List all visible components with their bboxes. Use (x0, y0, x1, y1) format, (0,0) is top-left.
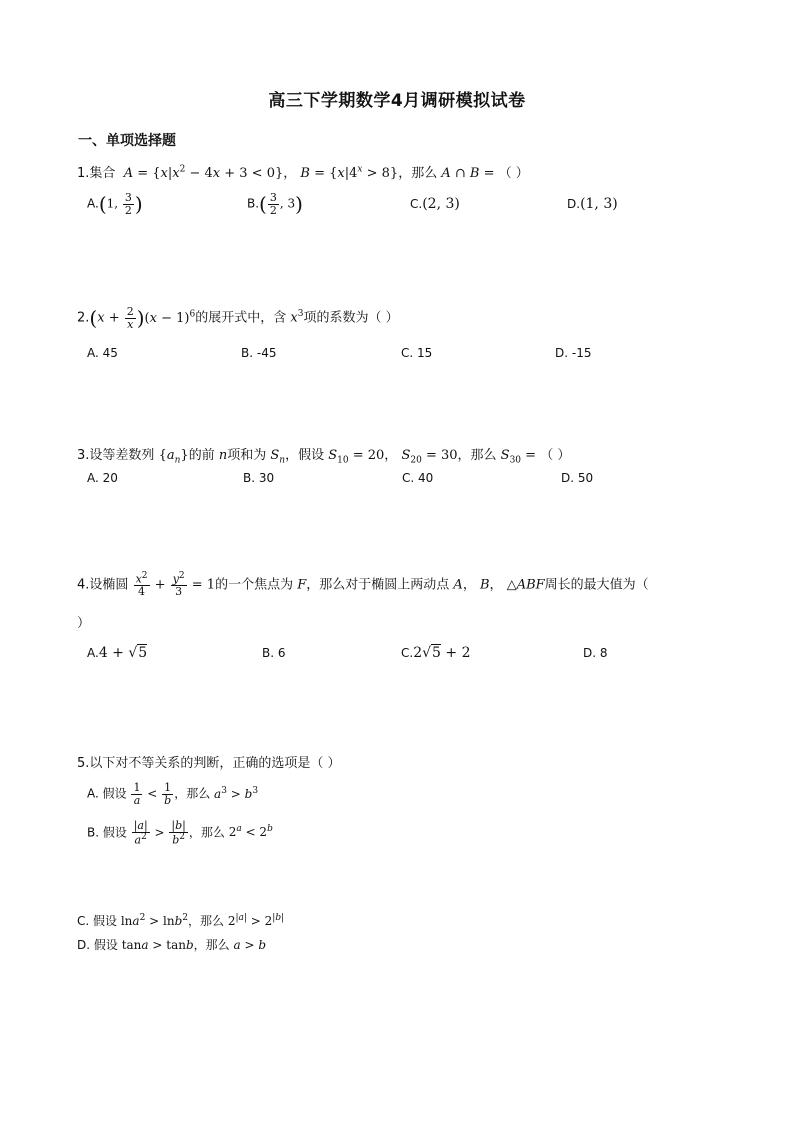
option-a[interactable]: A. 假设 $\frac{1}{a}$ < $\frac{1}{b}$ ，那么 $a^3 > b^3$ (87, 781, 259, 807)
option-d[interactable]: D. 假设 tana > tanb，那么 a > b (77, 938, 267, 952)
section-title: 一、单项选择题 (78, 133, 176, 149)
option-b[interactable]: B. 6 (262, 646, 286, 660)
question-number: 5. (77, 756, 90, 771)
question-number: 2. (77, 310, 90, 326)
formula: A ∩ B = (441, 166, 499, 181)
option-d[interactable]: D. 50 (561, 471, 594, 485)
option-c[interactable]: C.2√5 + 2 (401, 645, 471, 661)
option-a[interactable]: A.4 + √5 (87, 645, 148, 661)
option-b[interactable]: B. 30 (243, 471, 275, 485)
question-text: 设等差数列 (89, 448, 155, 463)
option-a[interactable]: A. 45 (87, 346, 118, 360)
question-text: 设椭圆 (89, 577, 129, 593)
option-d[interactable]: D. 8 (583, 646, 608, 660)
question-5 (77, 752, 341, 771)
question-text: 以下对不等关系的判断，正确的选项是（ ） (89, 756, 341, 771)
formula: A (119, 166, 134, 181)
question-3: 3.设等差数列 $\{a_n\}$的前 n项和为 $S_n$，假设 $S_{10} = 20$， $S_{20} = 30$，那么 $S_{30}$ = （ ） (77, 448, 571, 466)
question-4: 4.设椭圆 $\frac{x^2}{4}$ + $\frac{y^2}{3}$ = 1的一个焦点为 F，那么对于椭圆上两动点 A， B， △ABF周长的最大值为（ (77, 571, 649, 599)
option-c[interactable]: C. 假设 lna$^2$ > lnb$^2$，那么 $2^{|a|} > 2^{|b|}$ (77, 913, 285, 928)
question-4-wrap: ） (77, 616, 91, 631)
option-a[interactable]: A. 20 (87, 471, 118, 485)
formula: x (290, 310, 298, 326)
option-d[interactable]: D.(1, 3) (567, 196, 618, 212)
option-b[interactable]: B. -45 (241, 346, 277, 360)
question-number: 4. (77, 577, 90, 593)
option-b[interactable]: B.( $\frac{3}{2}$ , 3) (247, 191, 303, 217)
question-1: 1.集合 $A = \{x|x^2 - 4x + 3 < 0\}$， $B = \{x|4^x > 8\}$，那么 A ∩ B = （ ） (77, 164, 529, 181)
question-2: 2.(x + $\frac{2}{x}$ )$(x - 1)^6$的展开式中，含 $x^3$项的系数为（ ） (77, 305, 399, 331)
option-c[interactable]: C. 40 (402, 471, 434, 485)
option-c[interactable]: C. 15 (401, 346, 433, 360)
option-d[interactable]: D. -15 (555, 346, 592, 360)
option-b[interactable]: B. 假设 $\frac{|a|}{a^2}$ > $\frac{|b|}{b^2}$ ，那么 $2^a < 2^b$ (87, 819, 273, 847)
formula: $B = \{x|4^x > 8\}$ (300, 164, 399, 181)
question-text: 的展开式中，含 (195, 310, 287, 326)
question-number: 3. (77, 448, 90, 463)
question-text: 集合 (89, 166, 116, 181)
question-number: 1. (77, 166, 90, 181)
option-c[interactable]: C.(2, 3) (410, 196, 460, 212)
option-a[interactable]: A.(1, $\frac{3}{2}$ ) (87, 191, 143, 217)
page-title: 高三下学期数学4月调研模拟试卷 (268, 91, 526, 111)
